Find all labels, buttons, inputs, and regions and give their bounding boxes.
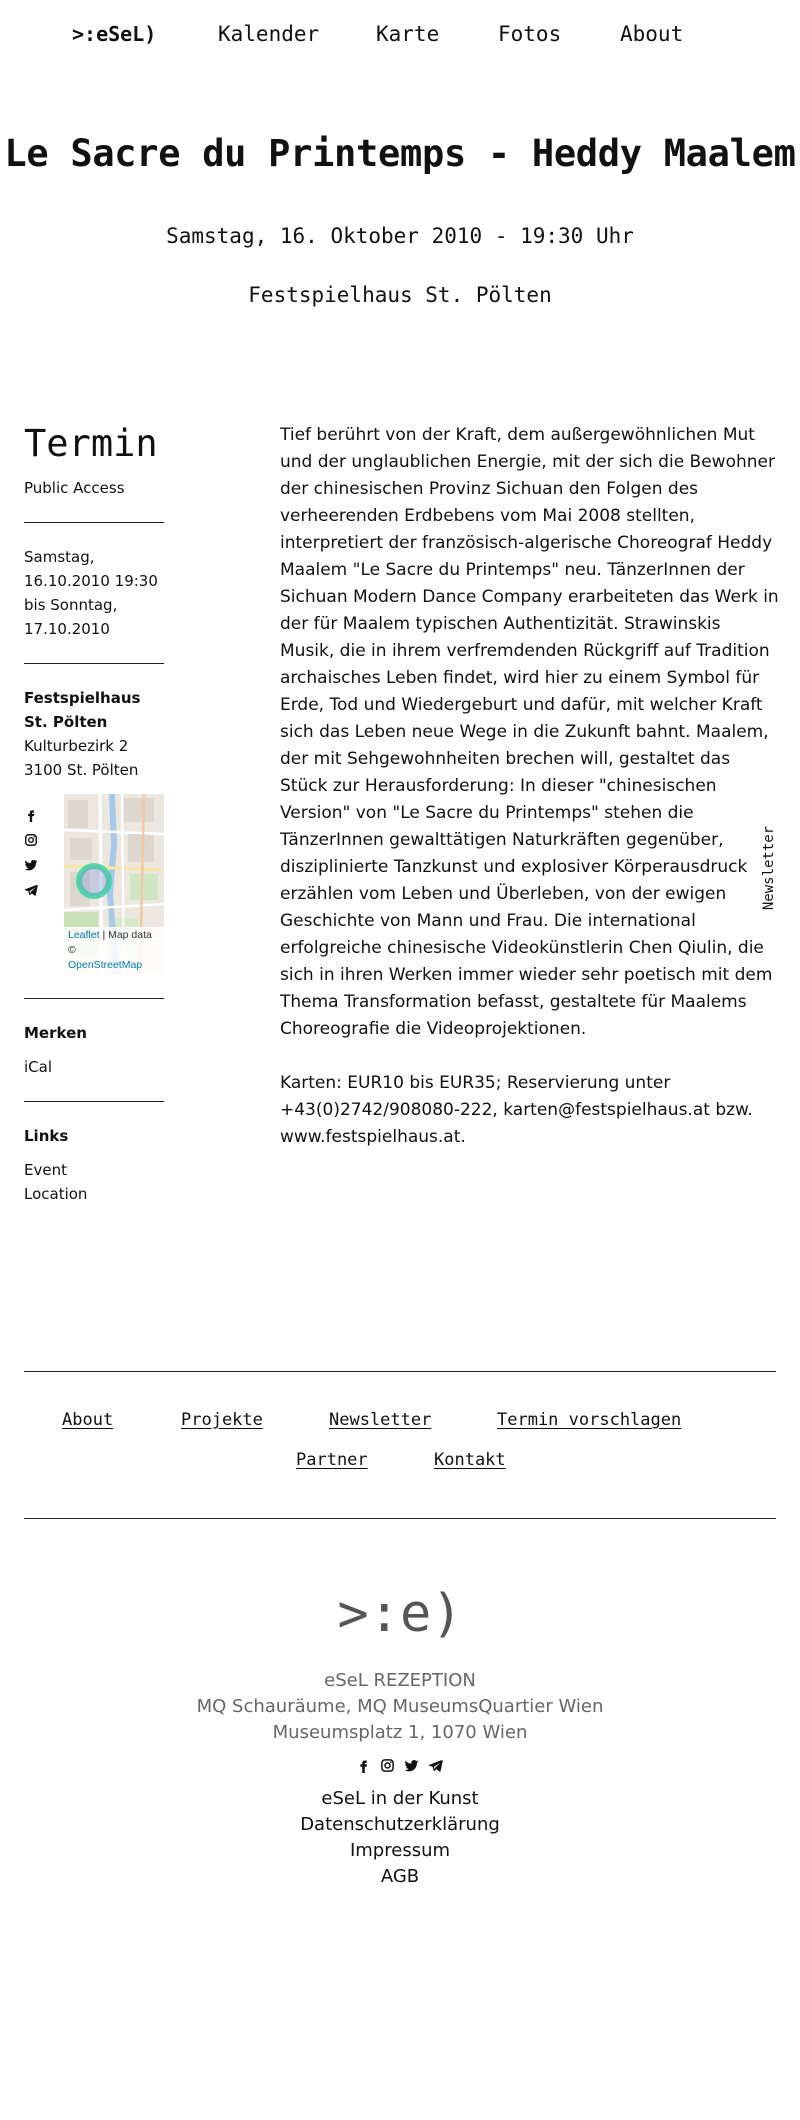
footer-link-termin-vorschlagen[interactable]: Termin vorschlagen (497, 1410, 682, 1430)
footer-divider (24, 1371, 776, 1372)
event-sidebar (24, 422, 164, 1206)
event-date: Samstag, 16. Oktober 2010 - 19:30 Uhr (166, 224, 634, 248)
footer-divider (24, 1518, 776, 1519)
event-link[interactable]: Event (24, 1161, 67, 1179)
date-line: 17.10.2010 (24, 620, 110, 638)
merken-label: Merken (24, 1024, 87, 1042)
divider (24, 663, 164, 664)
address-line: 3100 St. Pölten (24, 761, 139, 779)
footer-link-agb[interactable]: AGB (380, 1866, 420, 1887)
attribution-separator: | Map data © (68, 929, 152, 956)
facebook-icon[interactable] (24, 808, 38, 822)
footer-link-newsletter[interactable]: Newsletter (329, 1410, 432, 1430)
sidebar-heading: Termin (24, 422, 158, 465)
location-map[interactable] (64, 794, 164, 974)
facebook-icon[interactable] (356, 1758, 371, 1773)
org-address-line: Museumsplatz 1, 1070 Wien (272, 1722, 528, 1743)
nav-item-karte[interactable]: Karte (376, 22, 440, 46)
venue-name: Festspielhaus St. Pölten (24, 689, 141, 731)
site-logo[interactable]: >:eSeL) (72, 22, 157, 46)
instagram-icon[interactable] (24, 833, 38, 847)
nav-item-kalender[interactable]: Kalender (218, 22, 320, 46)
twitter-icon[interactable] (24, 858, 38, 872)
divider (24, 1101, 164, 1102)
location-link[interactable]: Location (24, 1185, 88, 1203)
share-icons (24, 808, 44, 908)
footer-social-icons (356, 1758, 444, 1776)
description-paragraph: Tief berührt von der Kraft, dem außergewöhnlichen Mut und der unglaublichen Energie, mit der sich die Bewohner der chinesischen Provinz Sichuan den Folgen des verheerenden Erdbebens vom Mai 2008 stellten, interpretiert der französisch-algerische Choreograf Heddy Maalem "Le Sacre du Printemps" neu. TänzerInnen der Sichuan Modern Dance Company erarbeiteten das Werk in der für Maalem typischen Authentizität. Strawinskis Musik, die in ihrem verfremdenden Rückgriff auf Tradition archaisches Leben findet, wird hier zu einem Symbol für Erde, Tod und Wiedergeburt und dafür, mit welcher Kraft sich das Leben neue Wege in die Zukunft bahnt. Maalem, der mit Sehgewohnheiten brechen will, gestaltet das Stück zur Herausforderung: In dieser "chinesischen Version" von "Le Sacre du Printemps" stehen die TänzerInnen gewalttätigen Naturkräften gegenüber, disziplinierte Tanzkunst und explosiver Körperausdruck erzählen vom Leben und Überleben, von der ewigen Geschichte von Mann und Frau. Die international erfolgreiche chinesische Videokünstlerin Chen Qiulin, die sich in ihren Werken immer wieder sehr poetisch mit dem Thema Transformation befasst, gestaltete für Maalems Choreografie die Videoprojektionen. (280, 425, 779, 1039)
twitter-icon[interactable] (404, 1758, 419, 1773)
footer-link-datenschutz[interactable]: Datenschutzerklärung (300, 1814, 500, 1835)
event-dates (24, 545, 164, 641)
ical-link[interactable]: iCal (24, 1058, 53, 1076)
links-label: Links (24, 1127, 69, 1145)
access-type: Public Access (24, 479, 125, 497)
footer-link-kunst[interactable]: eSeL in der Kunst (321, 1788, 479, 1809)
telegram-icon[interactable] (428, 1758, 443, 1773)
footer-link-partner[interactable]: Partner (296, 1450, 368, 1470)
instagram-icon[interactable] (380, 1758, 395, 1773)
date-line: bis Sonntag, (24, 596, 118, 614)
footer-link-projekte[interactable]: Projekte (181, 1410, 263, 1430)
footer-link-about[interactable]: About (62, 1410, 114, 1430)
newsletter-side-tab[interactable] (757, 825, 781, 911)
telegram-icon[interactable] (24, 883, 38, 897)
event-description (280, 422, 780, 1178)
nav-item-fotos[interactable]: Fotos (498, 22, 562, 46)
address-line: Kulturbezirk 2 (24, 737, 129, 755)
date-line: Samstag, (24, 548, 95, 566)
ticket-info: Karten: EUR10 bis EUR35; Reservierung unter +43(0)2742/908080-222, karten@festspielhaus.at bzw. www.festspielhaus.at. (280, 1073, 753, 1147)
org-name: eSeL REZEPTION (324, 1670, 476, 1691)
divider (24, 522, 164, 523)
nav-item-about[interactable]: About (620, 22, 684, 46)
footer-link-impressum[interactable]: Impressum (349, 1840, 451, 1861)
date-line: 16.10.2010 19:30 (24, 572, 158, 590)
event-venue: Festspielhaus St. Pölten (248, 283, 552, 307)
org-address-line: MQ Schauräume, MQ MuseumsQuartier Wien (196, 1696, 604, 1717)
openstreetmap-link[interactable]: OpenStreetMap (68, 959, 143, 971)
map-attribution (64, 927, 164, 974)
event-title: Le Sacre du Printemps - Heddy Maalem (4, 132, 796, 175)
divider (24, 998, 164, 999)
leaflet-link[interactable]: Leaflet (68, 929, 100, 941)
newsletter-tab-label: Newsletter (761, 825, 777, 911)
venue-block (24, 686, 164, 782)
footer-logo: >:e) (337, 1584, 463, 1644)
footer-link-kontakt[interactable]: Kontakt (434, 1450, 506, 1470)
share-and-map (24, 794, 164, 974)
